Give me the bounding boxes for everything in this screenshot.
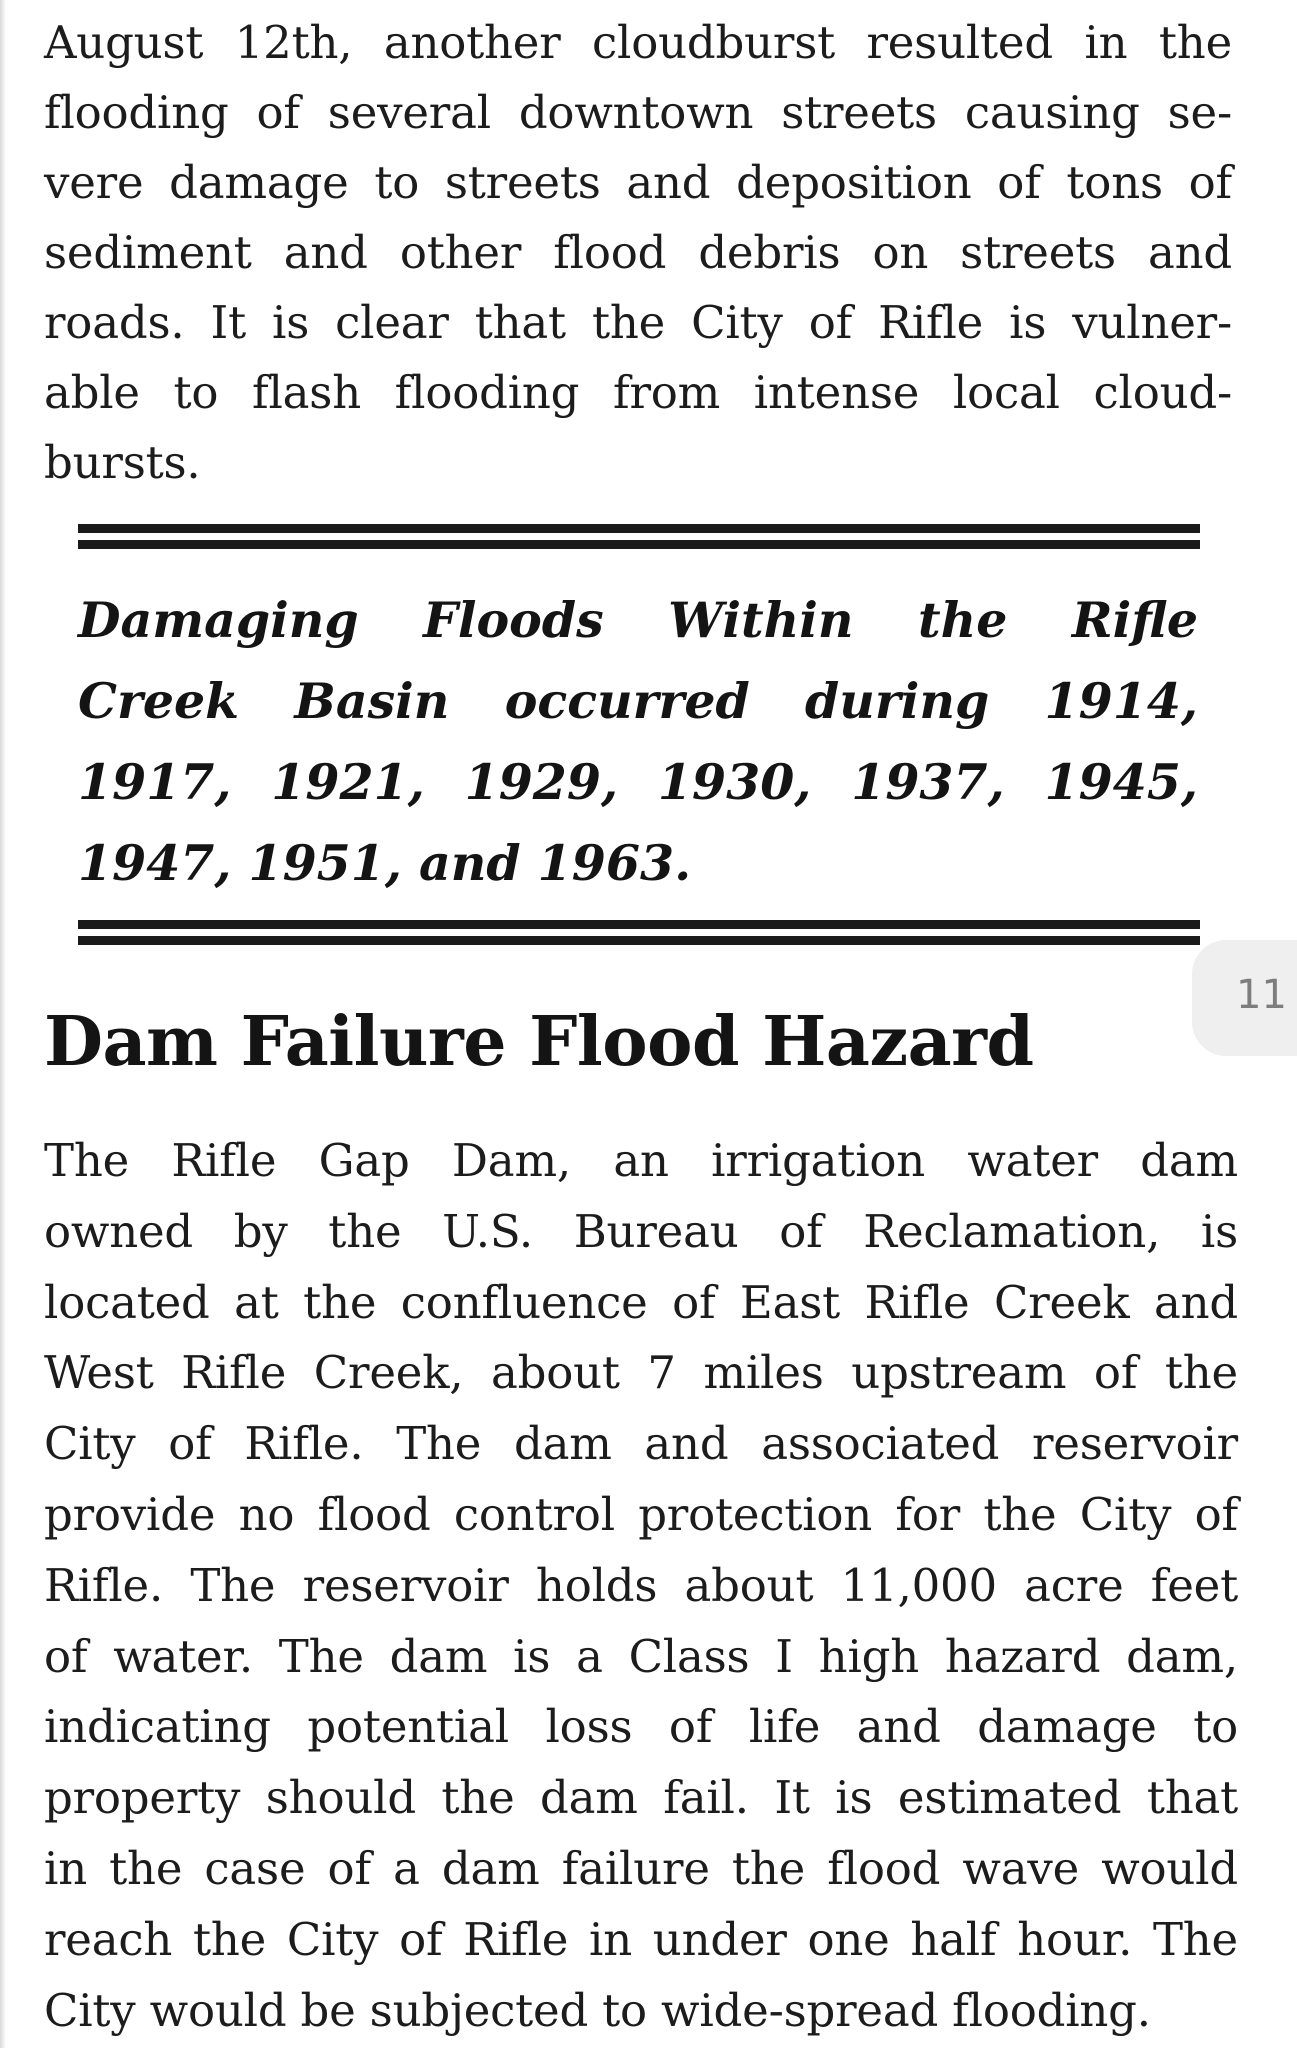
dam-line: City would be subjected to wide-spread flooding. [44,1983,1151,2037]
intro-line: bursts. [44,436,201,489]
divider-bar [78,920,1200,929]
dam-line: provide no flood control protection for the City of [44,1487,1238,1541]
flood-years-callout [78,580,1198,904]
dam-line: West Rifle Creek, about 7 miles upstream of the [44,1346,1238,1400]
divider-bar [78,524,1200,533]
section-heading: Dam Failure Flood Hazard [44,1002,1034,1082]
dam-line: indicating potential loss of life and damage to [44,1700,1238,1754]
dam-line: of water. The dam is a Class I high hazard dam, [44,1629,1238,1683]
divider-bar [78,936,1200,945]
page-number: 11 [1236,972,1287,1018]
intro-line: roads. It is clear that the City of Rifle is vulner- [44,296,1232,349]
dam-line: The Rifle Gap Dam, an irrigation water dam [44,1134,1238,1187]
intro-line: able to flash flooding from intense local cloud- [44,366,1232,419]
callout-line: Damaging Floods Within the Rifle [78,591,1198,649]
dam-line: property should the dam fail. It is estimated that [44,1771,1238,1825]
dam-line: reach the City of Rifle in under one half hour. The [44,1912,1238,1966]
callout-line: 1947, 1951, and 1963. [78,834,692,892]
intro-paragraph [44,8,1232,498]
callout-bottom-divider [78,920,1200,946]
dam-paragraph [44,1126,1238,2046]
page-edge-shadow [0,0,6,2048]
dam-line: in the case of a dam failure the flood wave would [44,1841,1238,1895]
divider-bar [78,540,1200,549]
dam-line: located at the confluence of East Rifle Creek and [44,1275,1238,1329]
callout-top-divider [78,524,1200,550]
intro-line: August 12th, another cloudburst resulted in the [44,16,1232,69]
intro-line: sediment and other flood debris on streets and [44,226,1232,279]
dam-line: City of Rifle. The dam and associated reservoir [44,1417,1238,1471]
intro-line: vere damage to streets and deposition of tons of [44,156,1232,209]
intro-line: flooding of several downtown streets causing se- [44,86,1232,139]
callout-line: Creek Basin occurred during 1914, [78,672,1198,730]
callout-line: 1917, 1921, 1929, 1930, 1937, 1945, [78,753,1198,811]
dam-line: Rifle. The reservoir holds about 11,000 acre feet [44,1558,1238,1612]
dam-line: owned by the U.S. Bureau of Reclamation, is [44,1204,1238,1258]
